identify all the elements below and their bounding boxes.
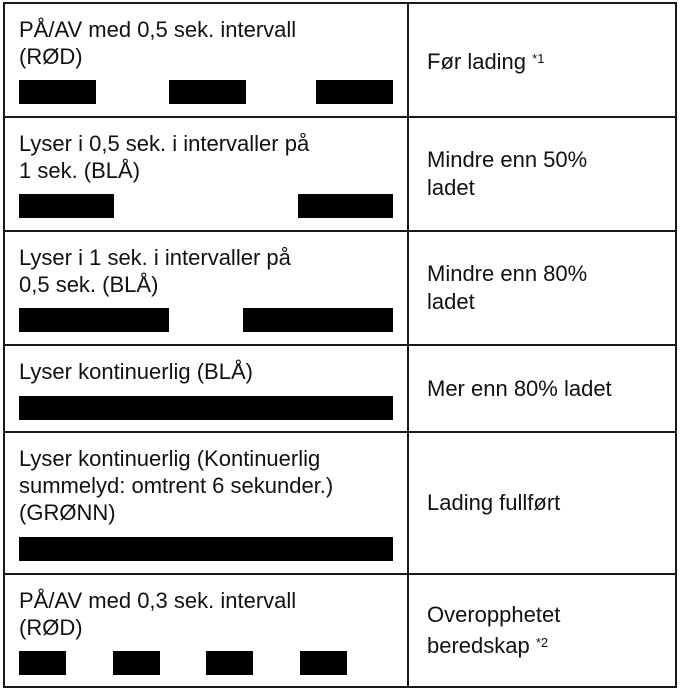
footnote-marker: *1 [532, 50, 545, 66]
indicator-description: Lyser i 1 sek. i intervaller på 0,5 sek. (BLÅ) [19, 245, 291, 297]
indicator-cell [5, 575, 409, 686]
indicator-description: PÅ/AV med 0,5 sek. intervall (RØD) [19, 17, 297, 69]
charge-status: Lading fullført [427, 490, 561, 515]
blink-pattern [19, 80, 393, 104]
table-row [5, 4, 675, 118]
indicator-on-bar [300, 651, 347, 675]
charge-status: Mindre enn 80% ladet [427, 261, 588, 314]
indicator-on-bar [113, 651, 160, 675]
charge-status-text: Før lading [427, 48, 527, 74]
blink-pattern [19, 308, 393, 332]
indicator-cell [5, 232, 409, 344]
indicator-on-bar [169, 80, 246, 104]
charge-status: Mindre enn 50% ladet [427, 147, 588, 200]
indicator-cell [5, 346, 409, 431]
charge-status [427, 45, 544, 76]
blink-pattern [19, 537, 393, 561]
status-cell [409, 118, 675, 230]
table-row [5, 575, 675, 686]
indicator-cell [5, 4, 409, 116]
indicator-on-bar [19, 537, 393, 561]
indicator-on-bar [298, 194, 393, 218]
status-cell [409, 433, 675, 573]
indicator-on-bar [243, 308, 393, 332]
indicator-description: Lyser i 0,5 sek. i intervaller på 1 sek. (BLÅ) [19, 131, 310, 183]
indicator-description: Lyser kontinuerlig (BLÅ) [19, 359, 253, 384]
status-cell [409, 232, 675, 344]
charge-status [427, 601, 560, 660]
indicator-description: PÅ/AV med 0,3 sek. intervall (RØD) [19, 588, 297, 640]
indicator-on-bar [19, 194, 114, 218]
status-cell [409, 575, 675, 686]
indicator-on-bar [316, 80, 393, 104]
charge-status: Mer enn 80% ladet [427, 375, 612, 401]
status-cell [409, 4, 675, 116]
indicator-on-bar [19, 396, 393, 420]
blink-pattern [19, 194, 393, 218]
indicator-on-bar [19, 308, 169, 332]
blink-pattern [19, 396, 393, 420]
indicator-on-bar [19, 80, 96, 104]
status-cell [409, 346, 675, 431]
indicator-cell [5, 433, 409, 573]
table-row [5, 346, 675, 433]
footnote-marker: *2 [535, 635, 549, 650]
table-row [5, 433, 675, 575]
indicator-on-bar [19, 651, 66, 675]
indicator-description: Lyser kontinuerlig (Kontinuerlig summelyd: omtrent 6 sekunder.) (GRØNN) [19, 446, 334, 525]
indicator-table [3, 2, 677, 688]
table-row [5, 232, 675, 346]
charge-status-text: Overopphetet beredskap [427, 602, 561, 658]
table-row [5, 118, 675, 232]
indicator-cell [5, 118, 409, 230]
indicator-on-bar [206, 651, 253, 675]
blink-pattern [19, 651, 393, 675]
